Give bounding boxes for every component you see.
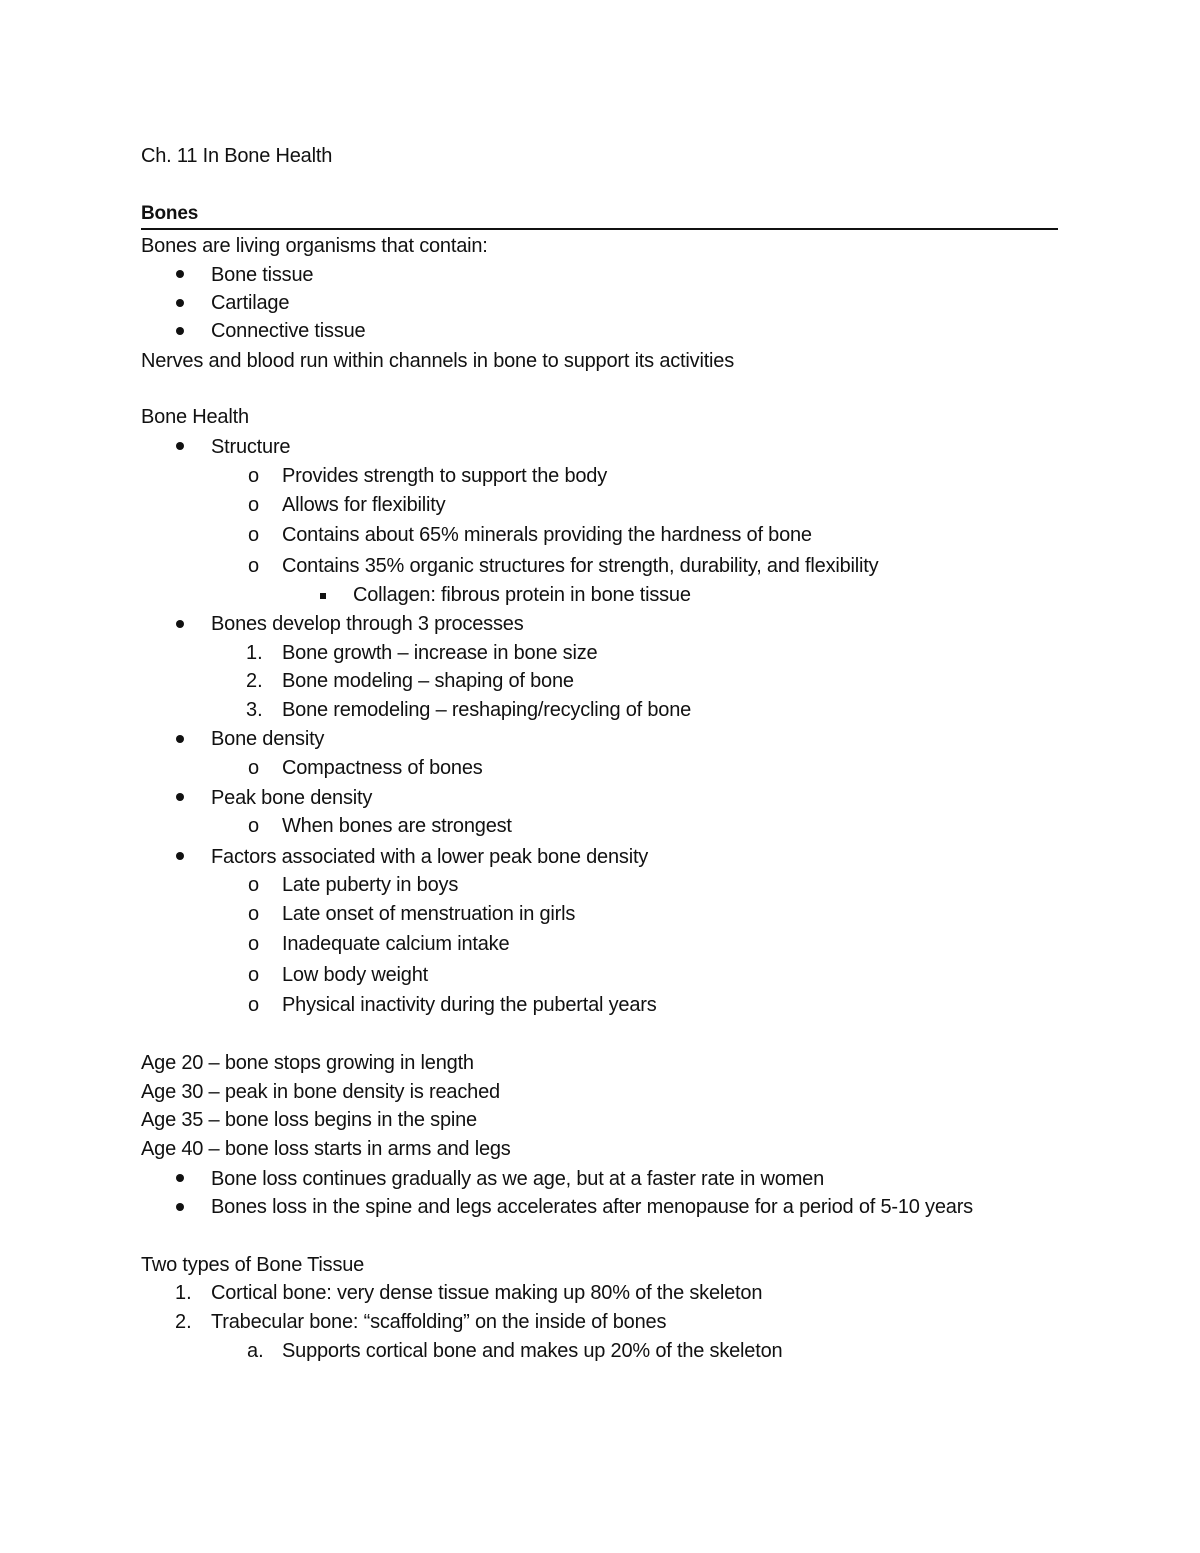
list-number: 1.	[175, 1282, 192, 1304]
list-item: Cortical bone: very dense tissue making up 80% of the skeleton	[211, 1282, 763, 1304]
bullet-icon	[176, 1203, 184, 1211]
bullet-icon	[176, 852, 184, 860]
bullet-icon	[176, 620, 184, 628]
tissue-types-heading: Two types of Bone Tissue	[141, 1254, 365, 1276]
circle-bullet-icon: o	[248, 524, 260, 546]
square-bullet-icon	[320, 593, 326, 599]
bullet-icon	[176, 270, 184, 278]
list-item: Contains 35% organic structures for strength, durability, and flexibility	[282, 555, 879, 577]
list-item: Bone tissue	[211, 264, 314, 286]
list-number: 1.	[246, 642, 263, 664]
circle-bullet-icon: o	[248, 964, 260, 986]
list-item: Provides strength to support the body	[282, 465, 608, 487]
circle-bullet-icon: o	[248, 815, 260, 837]
list-item: Bone remodeling – reshaping/recycling of bone	[282, 699, 692, 721]
circle-bullet-icon: o	[248, 757, 260, 779]
list-number: 3.	[246, 699, 263, 721]
bullet-icon	[176, 327, 184, 335]
list-number: 2.	[175, 1311, 192, 1333]
age-line: Age 20 – bone stops growing in length	[141, 1052, 474, 1074]
list-item: Physical inactivity during the pubertal years	[282, 994, 657, 1016]
list-item: Cartilage	[211, 292, 290, 314]
list-item: Compactness of bones	[282, 757, 483, 779]
list-item: Bones loss in the spine and legs accelerates after menopause for a period of 5-10 years	[211, 1196, 973, 1218]
age-line: Age 35 – bone loss begins in the spine	[141, 1109, 477, 1131]
list-number: 2.	[246, 670, 263, 692]
list-item: Low body weight	[282, 964, 428, 986]
list-item: Bones develop through 3 processes	[211, 613, 524, 635]
list-item: Bone density	[211, 728, 325, 750]
list-item: Late puberty in boys	[282, 874, 459, 896]
bones-intro: Bones are living organisms that contain:	[141, 235, 488, 257]
bullet-icon	[176, 735, 184, 743]
list-item: Inadequate calcium intake	[282, 933, 510, 955]
heading-underline	[141, 228, 1058, 230]
bones-note: Nerves and blood run within channels in bone to support its activities	[141, 350, 735, 372]
list-item: Supports cortical bone and makes up 20% of the skeleton	[282, 1340, 783, 1362]
bullet-icon	[176, 442, 184, 450]
list-letter: a.	[247, 1340, 264, 1362]
circle-bullet-icon: o	[248, 933, 260, 955]
list-item: Structure	[211, 436, 291, 458]
circle-bullet-icon: o	[248, 903, 260, 925]
list-item: Collagen: fibrous protein in bone tissue	[353, 584, 691, 606]
document-title: Ch. 11 In Bone Health	[141, 145, 333, 167]
age-line: Age 40 – bone loss starts in arms and legs	[141, 1138, 511, 1160]
list-item: Bone loss continues gradually as we age, but at a faster rate in women	[211, 1168, 825, 1190]
bone-health-heading: Bone Health	[141, 406, 249, 428]
list-item: Trabecular bone: “scaffolding” on the inside of bones	[211, 1311, 667, 1333]
circle-bullet-icon: o	[248, 494, 260, 516]
list-item: Late onset of menstruation in girls	[282, 903, 576, 925]
list-item: Contains about 65% minerals providing the hardness of bone	[282, 524, 812, 546]
circle-bullet-icon: o	[248, 465, 260, 487]
age-line: Age 30 – peak in bone density is reached	[141, 1081, 500, 1103]
circle-bullet-icon: o	[248, 555, 260, 577]
bullet-icon	[176, 1174, 184, 1182]
circle-bullet-icon: o	[248, 994, 260, 1016]
bones-heading: Bones	[141, 203, 199, 224]
list-item: When bones are strongest	[282, 815, 512, 837]
bullet-icon	[176, 793, 184, 801]
list-item: Connective tissue	[211, 320, 366, 342]
circle-bullet-icon: o	[248, 874, 260, 896]
list-item: Bone growth – increase in bone size	[282, 642, 598, 664]
bullet-icon	[176, 299, 184, 307]
list-item: Allows for flexibility	[282, 494, 446, 516]
list-item: Peak bone density	[211, 787, 373, 809]
list-item: Factors associated with a lower peak bone density	[211, 846, 649, 868]
list-item: Bone modeling – shaping of bone	[282, 670, 574, 692]
